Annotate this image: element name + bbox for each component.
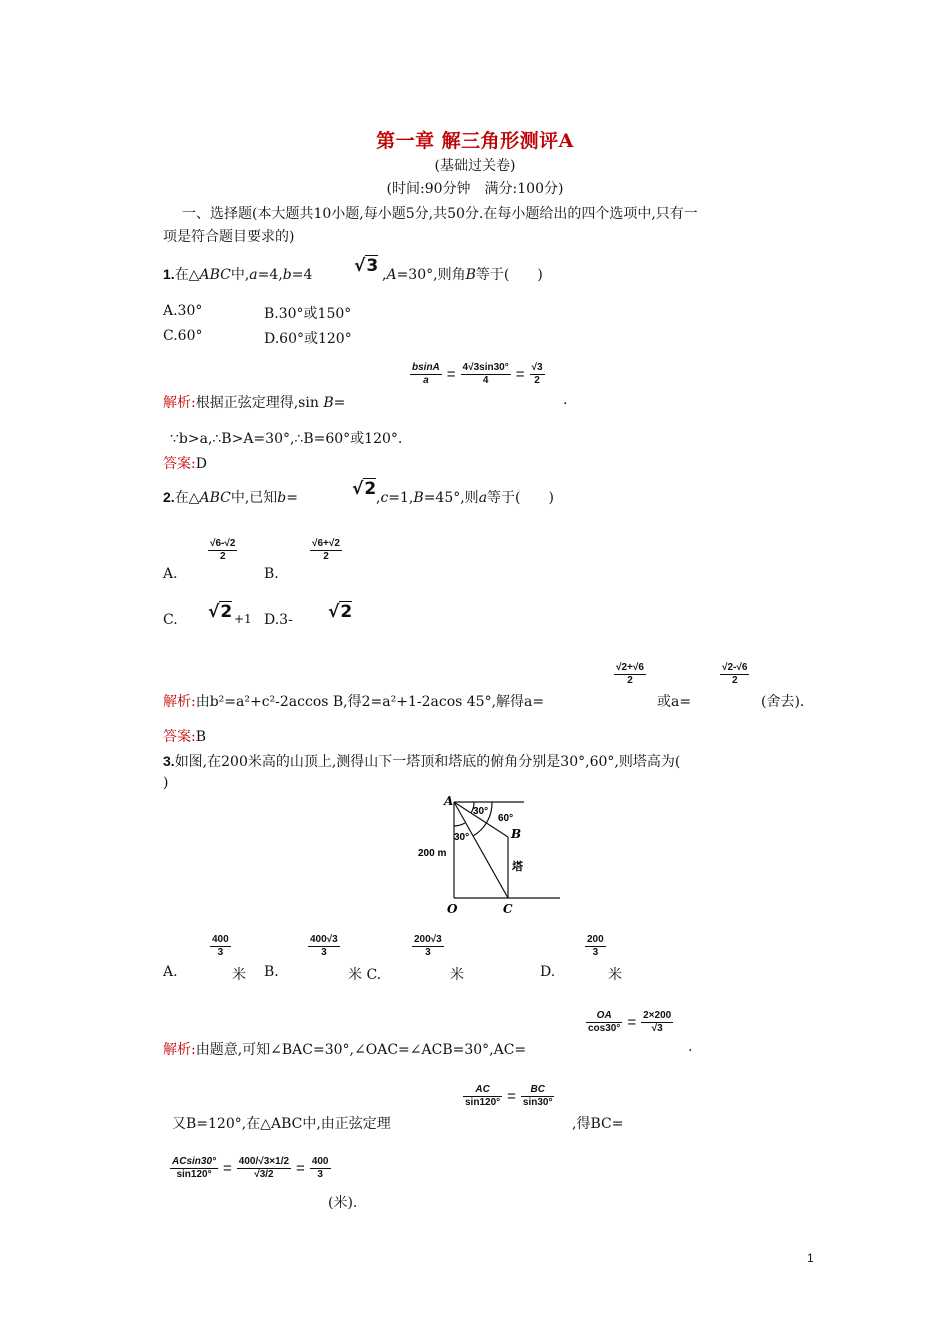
question-number: 1. <box>163 266 175 282</box>
fraction <box>461 362 511 387</box>
fraction <box>530 362 545 387</box>
denominator: 2 <box>219 551 226 562</box>
denominator: a <box>423 375 429 386</box>
page-number: 1 <box>807 1251 814 1265</box>
denominator: 2 <box>534 375 540 386</box>
numerator: ACsin30° <box>172 1156 217 1167</box>
angle-60: 60° <box>498 813 514 824</box>
text: , <box>382 267 387 283</box>
q3-option-c-fraction <box>412 934 444 959</box>
fraction <box>521 1084 555 1109</box>
q2-solution-tail: (舍去). <box>761 694 805 710</box>
numerator: 200 <box>587 934 604 945</box>
q3-solution <box>163 1039 526 1059</box>
text: =30°,则角 <box>396 267 466 283</box>
text: 由题意,可知∠BAC=30°,∠OAC=∠ACB=30°,AC= <box>195 1042 527 1058</box>
question-1-stem <box>163 264 312 284</box>
text: =1, <box>388 490 414 506</box>
q2-option-c: C. <box>163 612 178 628</box>
q1-option-c: C.60° <box>163 328 203 344</box>
text: 在△ <box>174 267 200 283</box>
text: 等于( ) <box>475 267 543 283</box>
answer-value: B <box>195 729 207 745</box>
fraction <box>410 362 442 387</box>
question-1-stem-tail <box>382 264 543 284</box>
numerator: √2+√6 <box>616 662 644 673</box>
var: a <box>249 267 258 283</box>
numerator: 400/√3×1/2 <box>238 1156 290 1167</box>
solution-label: 解析: <box>163 1042 196 1058</box>
q3-option-c-unit: 米 <box>450 967 464 983</box>
denominator: 3 <box>321 947 327 958</box>
denominator: 3 <box>425 947 431 958</box>
page-subtitle: (基础过关卷) <box>434 158 516 174</box>
radicand: 2 <box>340 602 353 622</box>
q2-solution <box>163 691 544 711</box>
q3-option-d-fraction <box>585 934 606 959</box>
solution-label: 解析: <box>163 694 196 710</box>
fraction <box>237 1156 291 1181</box>
radicand: 2 <box>364 479 377 499</box>
text: 中,已知 <box>230 490 278 506</box>
angle-30-left: 30° <box>454 832 470 843</box>
q3-option-b-unit: 米 C. <box>348 967 382 983</box>
numerator: OA <box>596 1010 612 1021</box>
fraction <box>463 1084 502 1109</box>
var: B <box>465 267 476 283</box>
sqrt-symbol: √2 <box>352 479 377 499</box>
q3-solution-line2-tail: ,得BC= <box>572 1116 624 1132</box>
q3-option-a-unit: 米 <box>232 967 246 983</box>
q1-answer <box>163 453 207 473</box>
var: B <box>413 490 424 506</box>
radicand: 2 <box>220 602 233 622</box>
question-3-stem-line2: ) <box>163 775 169 791</box>
denominator: 2 <box>323 551 329 562</box>
denominator: cos30° <box>588 1023 621 1034</box>
denominator: 3 <box>317 1169 323 1180</box>
q3-sine-law-equation: $\frac{AC}{\sin 120^\circ}$ = $\frac{BC}{\sin 30^\circ}$ <box>465 1084 553 1108</box>
text: 在△ <box>174 490 200 506</box>
numerator: √6-√2 <box>210 538 236 549</box>
numerator: 200√3 <box>414 934 442 945</box>
numerator: 2×200 <box>643 1010 672 1021</box>
q1-solution-line2: ∵b>a,∴B>A=30°,∴B=60°或120°. <box>170 431 403 447</box>
label-c: C <box>503 902 513 916</box>
denominator: 2 <box>627 675 633 686</box>
q2-solution-fraction-1 <box>614 662 646 687</box>
denominator: 3 <box>217 947 224 958</box>
denominator: √3/2 <box>254 1169 274 1180</box>
text: 中, <box>230 267 250 283</box>
question-2-stem <box>163 487 298 507</box>
numerator: 400 <box>212 934 229 945</box>
solution-label: 解析: <box>163 395 196 411</box>
question-number: 3. <box>163 753 175 769</box>
angle-30-top: 30° <box>473 806 489 817</box>
sqrt-symbol: √3 <box>354 256 379 276</box>
text: =45°,则 <box>423 490 479 506</box>
q1-option-b: B.30°或150° <box>264 306 352 322</box>
q3-option-b-fraction <box>308 934 340 959</box>
q3-option-b: B. <box>264 964 279 980</box>
denominator: 2 <box>731 675 738 686</box>
question-3-stem <box>163 751 680 771</box>
question-number: 2. <box>163 489 175 505</box>
q3-option-d-unit: 米 <box>608 967 622 983</box>
denominator: 4 <box>482 375 489 386</box>
var: A <box>386 267 397 283</box>
q3-final-unit: (米). <box>328 1195 358 1211</box>
denominator: sin30° <box>522 1097 553 1108</box>
text: 等于( ) <box>487 490 554 506</box>
q3-option-a: A. <box>163 964 178 980</box>
label-b: B <box>511 827 522 841</box>
sqrt-symbol: √2 <box>328 602 353 622</box>
exam-time-info: (时间:90分钟 满分:100分) <box>386 181 564 197</box>
text: =4, <box>257 267 283 283</box>
var: c <box>380 490 389 506</box>
label-o: O <box>447 902 458 916</box>
var: a <box>478 490 488 506</box>
denominator: sin120° <box>176 1169 212 1180</box>
radicand: 3 <box>366 256 379 276</box>
q2-option-d: D.3- <box>264 612 293 628</box>
tower-diagram <box>410 790 570 920</box>
q3-final-equation: $\frac{ACsin30^\circ}{\sin 120^\circ}$ = $\frac{400/√3\times 1/2}{√3/2}$ = $\frac{400}{3}$ <box>172 1156 329 1180</box>
answer-value: D <box>195 456 207 472</box>
q2-option-a: A. <box>163 566 178 582</box>
q3-option-a-fraction <box>210 934 231 959</box>
height-label: 200 m <box>418 848 447 859</box>
period: . <box>688 1039 693 1055</box>
q1-solution-equation: $\frac{bsinA}{a}$ = $\frac{4√3\sin 30^\circ}{4}$ = $\frac{√3}{2}$ <box>412 362 543 386</box>
var: ABC <box>199 267 231 283</box>
numerator: 400√3 <box>310 934 338 945</box>
answer-label: 答案: <box>163 456 196 472</box>
q2-option-c-tail: +1 <box>234 612 252 626</box>
numerator: bsinA <box>412 362 440 373</box>
answer-label: 答案: <box>163 729 196 745</box>
q3-solution-line2: 又B=120°,在△ABC中,由正弦定理 <box>172 1116 391 1132</box>
text: 如图,在200米高的山顶上,测得山下一塔顶和塔底的俯角分别是30°,60°,则塔高为( <box>174 754 681 770</box>
section-heading-line1: 一、选择题(本大题共10小题,每小题5分,共50分.在每小题给出的四个选项中,只有一 <box>182 206 698 222</box>
denominator: √3 <box>651 1023 663 1034</box>
var: b= <box>277 490 298 506</box>
q2-option-b: B. <box>264 566 279 582</box>
q2-option-a-fraction <box>208 538 237 563</box>
numerator: √3 <box>531 362 543 373</box>
fraction <box>586 1010 622 1035</box>
numerator: √6+√2 <box>312 538 340 549</box>
q3-solution-equation-1: $\frac{OA}{\cos 30^\circ}$ = $\frac{2\times 200}{√3}$ <box>588 1010 672 1034</box>
numerator: √2-√6 <box>722 662 748 673</box>
q1-solution <box>163 392 345 412</box>
label-a: A <box>444 794 454 808</box>
q2-solution-fraction-2 <box>720 662 749 687</box>
numerator: 4√3sin30° <box>462 362 509 373</box>
q2-answer <box>163 726 206 746</box>
var: B= <box>323 395 346 411</box>
fraction <box>641 1010 673 1035</box>
text: , <box>376 490 381 506</box>
var: ABC <box>199 490 231 506</box>
q3-option-d: D. <box>540 964 556 980</box>
q2-option-b-fraction <box>310 538 342 563</box>
fraction <box>170 1156 218 1181</box>
numerator: BC <box>530 1084 545 1095</box>
tower-label: 塔 <box>512 860 523 873</box>
section-heading-line2: 项是符合题目要求的) <box>163 229 295 245</box>
text: 根据正弦定理得,sin <box>195 395 319 411</box>
q2-solution-or: 或a= <box>657 694 692 710</box>
denominator: sin120° <box>465 1097 501 1108</box>
sqrt-symbol: √2 <box>208 602 233 622</box>
numerator: AC <box>475 1084 490 1095</box>
fraction <box>310 1156 331 1181</box>
question-2-stem-tail <box>376 487 554 507</box>
var: b <box>282 267 292 283</box>
q1-option-d: D.60°或120° <box>264 331 352 347</box>
text: =4 <box>291 267 313 283</box>
text: 由b²=a²+c²-2accos B,得2=a²+1-2acos 45°,解得a= <box>195 694 545 710</box>
period: . <box>563 392 568 408</box>
q1-option-a: A.30° <box>163 303 203 319</box>
numerator: 400 <box>311 1156 329 1167</box>
page-title: 第一章 解三角形测评A <box>376 130 574 152</box>
denominator: 3 <box>592 947 599 958</box>
